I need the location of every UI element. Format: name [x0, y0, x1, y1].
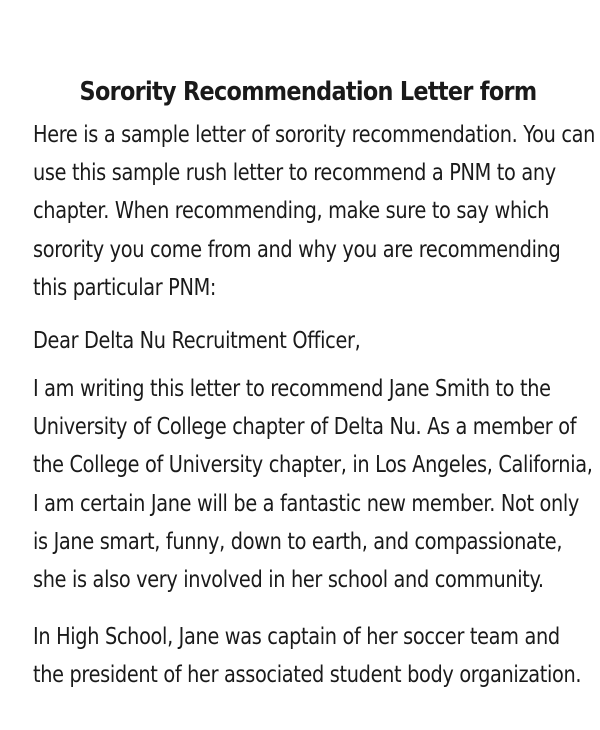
salutation: [33, 322, 360, 360]
paragraph-line: Here is a sample letter of sorority recommendation. You can: [33, 122, 596, 148]
paragraph-line: I am writing this letter to recommend Jane Smith to the: [33, 376, 551, 402]
paragraph-line: I am certain Jane will be a fantastic new member. Not only: [33, 490, 580, 517]
paragraph-line: sorority you come from and why you are recommending: [33, 236, 561, 263]
paragraph-line: is Jane smart, funny, down to earth, and compassionate,: [33, 528, 563, 555]
paragraph-line: In High School, Jane was captain of her soccer team and: [33, 624, 560, 650]
paragraph-line: this particular PNM:: [33, 274, 217, 301]
paragraph-line: the College of University chapter, in Los Angeles, California,: [33, 452, 593, 479]
paragraph-line: University of College chapter of Delta Nu. As a member of: [33, 414, 577, 441]
body-paragraph-1: [33, 370, 593, 599]
intro-paragraph: [33, 116, 595, 307]
paragraph-line: use this sample rush letter to recommend a PNM to any: [33, 160, 556, 187]
paragraph-line: chapter. When recommending, make sure to say which: [33, 198, 550, 225]
body-paragraph-2: [33, 618, 581, 694]
paragraph-line: she is also very involved in her school and community.: [33, 567, 544, 594]
paragraph-line: Dear Delta Nu Recruitment Officer,: [33, 328, 361, 354]
paragraph-line: the president of her associated student body organization.: [33, 662, 582, 689]
page-title: Sorority Recommendation Letter form: [79, 77, 537, 107]
